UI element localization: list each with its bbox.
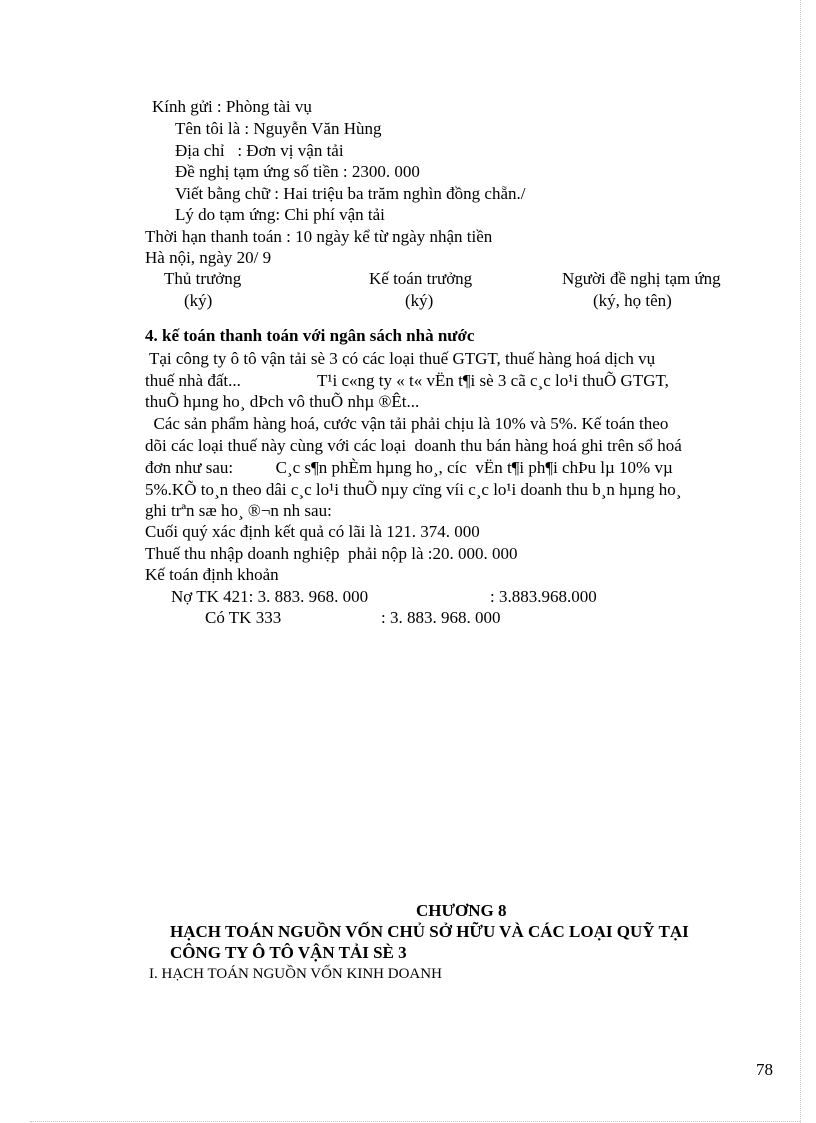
- chapter-title-line1: HẠCH TOÁN NGUỒN VỐN CHỦ SỞ HỮU VÀ CÁC LOẠI QUỸ TẠI: [170, 922, 689, 941]
- de-nghi-line: Đề nghị tạm ứng số tiền : 2300. 000: [175, 162, 420, 181]
- page-bottom-border: [30, 1121, 800, 1122]
- signature-note-thu-truong: (ký): [184, 291, 213, 310]
- viet-bang-chu-line: Viết bằng chữ : Hai triệu ba trăm nghìn đồng chẵn./: [175, 184, 526, 203]
- kinh-gui-line: Kính gửi : Phòng tài vụ: [152, 97, 312, 116]
- page-number: 78: [756, 1060, 773, 1079]
- entry-co-value: : 3. 883. 968. 000: [381, 608, 501, 627]
- section4-paragraph-line: thuÕ hµng ho¸ dÞch vô thuÕ nhµ ®Êt...: [145, 392, 420, 411]
- chapter-subsection: I. HẠCH TOÁN NGUỒN VỐN KINH DOANH: [149, 966, 442, 982]
- dia-chi-line: Địa chỉ : Đơn vị vận tải: [175, 141, 344, 160]
- section4-paragraph-line: 5%.KÕ to¸n theo dâi c¸c lo¹i thuÕ nµy cïng víi c¸c lo¹i doanh thu b¸n hµng ho¸: [145, 480, 682, 499]
- section4-paragraph-line: đơn như sau: C¸c s¶n phÈm hµng ho¸, cíc vËn t¶i ph¶i chÞu lµ 10% vµ: [145, 458, 673, 477]
- ly-do-line: Lý do tạm ứng: Chi phí vận tải: [175, 205, 385, 224]
- signature-title-ke-toan-truong: Kế toán trưởng: [369, 269, 473, 288]
- ten-toi-line: Tên tôi là : Nguyễn Văn Hùng: [175, 119, 382, 138]
- entry-no-value: : 3.883.968.000: [490, 587, 597, 606]
- section4-paragraph-line: Kế toán định khoản: [145, 565, 279, 584]
- section4-paragraph-line: dõi các loại thuế này cùng với các loại doanh thu bán hàng hoá ghi trên sổ hoá: [145, 436, 682, 455]
- signature-title-nguoi-de-nghi: Người đề nghị tạm ứng: [562, 269, 721, 288]
- page-right-border: [800, 0, 801, 1123]
- entry-no-label: Nợ TK 421: 3. 883. 968. 000: [171, 587, 369, 606]
- section4-paragraph-line: thuế nhà đất... T¹i c«ng ty « t« vËn t¶i sè 3 cã c¸c lo¹i thuÕ GTGT,: [145, 371, 669, 390]
- thoi-han-line: Thời hạn thanh toán : 10 ngày kể từ ngày nhận tiền: [145, 227, 493, 246]
- chapter-number: CHƯƠNG 8: [416, 901, 507, 920]
- section4-paragraph-line: Cuối quý xác định kết quả có lãi là 121. 374. 000: [145, 522, 480, 541]
- section4-paragraph-line: ghi trªn sæ ho¸ ®¬n nh sau:: [145, 501, 332, 520]
- section4-heading: 4. kế toán thanh toán với ngân sách nhà nước: [145, 326, 475, 345]
- entry-co-label: Có TK 333: [205, 608, 282, 627]
- chapter-title-line2: CÔNG TY Ô TÔ VẬN TẢI SÈ 3: [170, 943, 407, 962]
- signature-note-ke-toan-truong: (ký): [405, 291, 434, 310]
- section4-paragraph-line: Thuế thu nhập doanh nghiệp phải nộp là :20. 000. 000: [145, 544, 518, 563]
- signature-note-nguoi-de-nghi: (ký, họ tên): [593, 291, 672, 310]
- section4-paragraph-line: Các sản phẩm hàng hoá, cước vận tải phải chịu là 10% và 5%. Kế toán theo: [145, 414, 669, 433]
- signature-title-thu-truong: Thủ trưởng: [164, 269, 242, 288]
- date-line: Hà nội, ngày 20/ 9: [145, 248, 272, 267]
- section4-paragraph-line: Tại công ty ô tô vận tải sè 3 có các loại thuế GTGT, thuế hàng hoá dịch vụ: [145, 349, 656, 368]
